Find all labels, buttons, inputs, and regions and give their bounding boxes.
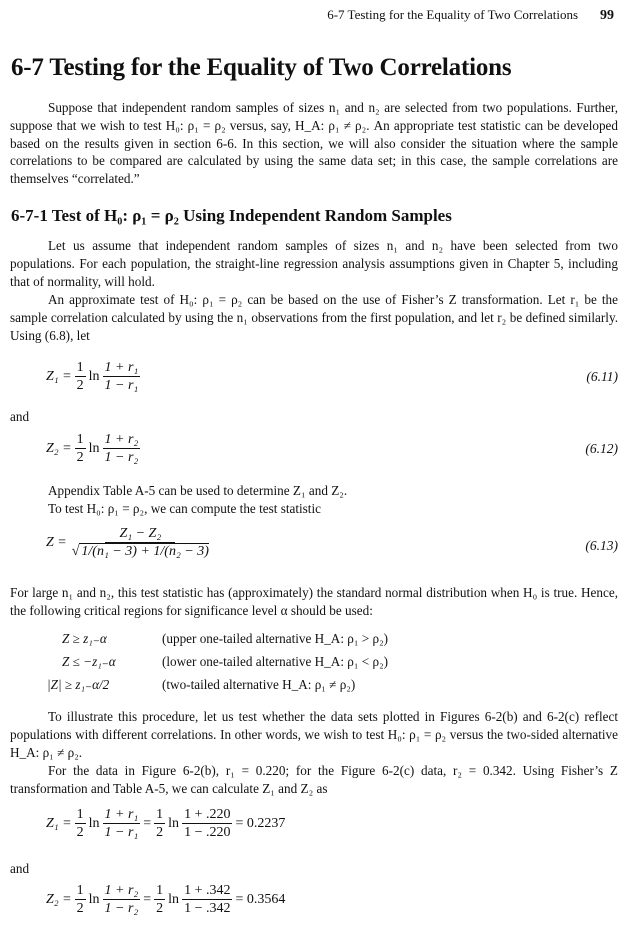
subsection-title: 6-7-1 Test of H₀: ρ₁ = ρ₂ Using Independent Random Samples bbox=[11, 206, 452, 225]
frac-den: 1 − r₂ bbox=[104, 450, 139, 465]
region-inequality: Z ≥ z₁₋α bbox=[62, 631, 107, 646]
sqrt-sign: √ bbox=[71, 544, 80, 559]
intro-paragraph: Suppose that independent random samples of sizes n₁ and n₂ are selected from two populations. Further, suppose that we wish to test H₀: ρ₁ = ρ₂ versus, say, H_A: ρ₁ ≠ ρ₂. An appropriate test statistic can be developed based on the results given in section 6-6. In this section, we will also consider the situation where the sample correlations to be compared are calculated by using the same data set; in this case, the sample correlations are themselves “correlated.” bbox=[10, 100, 618, 187]
region-description: (two-tailed alternative H_A: ρ₁ ≠ ρ₂) bbox=[162, 677, 356, 692]
frac-num: 1 bbox=[76, 432, 84, 447]
equation-6-13 bbox=[46, 526, 214, 559]
ln-operator: ln bbox=[88, 815, 100, 831]
value-fraction bbox=[182, 807, 232, 840]
ln-operator: ln bbox=[88, 440, 100, 456]
equation-number-6-11: (6.11) bbox=[586, 369, 618, 384]
ratio-fraction bbox=[103, 360, 141, 393]
half-fraction bbox=[75, 807, 86, 840]
equation-6-12 bbox=[46, 432, 143, 465]
fisher-paragraph: An approximate test of H₀: ρ₁ = ρ₂ can be based on the use of Fisher’s Z transformation. Let r₁ be the sample correlation calculated by using the n₁ observations from the first population, and let r₂ be defined similarly. Using (6.8), let bbox=[10, 292, 618, 343]
ratio-fraction bbox=[103, 807, 141, 840]
running-title: 6-7 Testing for the Equality of Two Correlations bbox=[327, 7, 578, 22]
sqrt-radicand: 1/(n₁ − 3) + 1/(n₂ − 3) bbox=[81, 544, 209, 559]
z1-result: = 0.2237 bbox=[235, 815, 286, 831]
half-fraction bbox=[75, 883, 86, 916]
frac-num: 1 + r₁ bbox=[104, 360, 139, 375]
equals-sign: = bbox=[143, 891, 152, 907]
frac-num: 1 bbox=[76, 360, 84, 375]
critical-region-upper bbox=[62, 631, 388, 647]
eq-lhs: Z = bbox=[46, 534, 67, 550]
appendix-line: Appendix Table A-5 can be used to determine Z₁ and Z₂. bbox=[48, 483, 348, 498]
ratio-fraction bbox=[103, 432, 141, 465]
frac-den: 1 − r₁ bbox=[104, 378, 139, 393]
frac-num: 1 bbox=[156, 807, 164, 822]
test-line: To test H₀: ρ₁ = ρ₂, we can compute the test statistic bbox=[48, 501, 321, 516]
region-inequality: Z ≤ −z₁₋α bbox=[62, 654, 116, 669]
section-title: 6-7 Testing for the Equality of Two Correlations bbox=[11, 54, 512, 81]
half-fraction bbox=[75, 360, 86, 393]
frac-den: 1 − .220 bbox=[184, 825, 231, 840]
figure-data-paragraph: For the data in Figure 6-2(b), r₁ = 0.220; for the Figure 6-2(c) data, r₂ = 0.342. Using Fisher’s Z transformation and Table A-5, we can calculate Z₁ and Z₂ as bbox=[10, 763, 618, 796]
large-sample-paragraph: For large n₁ and n₂, this test statistic has (approximately) the standard normal distribution when H₀ is true. Hence, the following critical regions for significance level α should be used: bbox=[10, 585, 618, 618]
frac-num: 1 bbox=[156, 883, 164, 898]
and-connector-1: and bbox=[10, 409, 30, 424]
region-description: (upper one-tailed alternative H_A: ρ₁ > ρ₂) bbox=[162, 631, 389, 646]
value-fraction bbox=[182, 883, 232, 916]
region-description: (lower one-tailed alternative H_A: ρ₁ < ρ₂) bbox=[162, 654, 389, 669]
frac-den: 1 − r₁ bbox=[104, 825, 139, 840]
equation-number-6-13: (6.13) bbox=[585, 538, 618, 553]
eq-lhs: Z₂ = bbox=[46, 891, 72, 907]
frac-den: 2 bbox=[156, 901, 164, 916]
frac-den: 1 − r₂ bbox=[104, 901, 139, 916]
frac-num: 1 + r₁ bbox=[104, 807, 139, 822]
frac-den: 2 bbox=[76, 378, 84, 393]
critical-region-lower bbox=[62, 654, 388, 670]
equals-sign: = bbox=[143, 815, 152, 831]
ln-operator: ln bbox=[168, 891, 180, 907]
equation-number-6-12: (6.12) bbox=[585, 441, 618, 456]
ln-operator: ln bbox=[88, 368, 100, 384]
frac-den: 1 − .342 bbox=[184, 901, 231, 916]
half-fraction bbox=[154, 807, 165, 840]
frac-den: 2 bbox=[156, 825, 164, 840]
illustration-paragraph: To illustrate this procedure, let us test whether the data sets plotted in Figures 6-2(b) and 6-2(c) reflect populations with different correlations. In other words, we wish to test H₀: ρ₁ = ρ₂ versus the two-sided alternative H_A: ρ₁ ≠ ρ₂. bbox=[10, 709, 618, 760]
and-connector-2: and bbox=[10, 861, 30, 876]
eq-lhs: Z₁ = bbox=[46, 815, 72, 831]
page-number: 99 bbox=[600, 8, 614, 23]
frac-den: 2 bbox=[76, 825, 84, 840]
z1-calculation bbox=[46, 807, 285, 840]
frac-num: 1 + r₂ bbox=[104, 432, 139, 447]
frac-num: 1 bbox=[76, 883, 84, 898]
running-header bbox=[0, 7, 614, 24]
ratio-fraction bbox=[103, 883, 141, 916]
eq-lhs: Z₂ = bbox=[46, 440, 72, 456]
frac-num: Z₁ − Z₂ bbox=[105, 526, 175, 543]
test-statistic-fraction bbox=[70, 526, 211, 559]
frac-den: 2 bbox=[76, 450, 84, 465]
equation-6-11 bbox=[46, 360, 143, 393]
frac-num: 1 + .220 bbox=[184, 807, 231, 822]
assumption-paragraph: Let us assume that independent random samples of sizes n₁ and n₂ have been selected from two populations. For each population, the straight-line regression analysis assumptions given in Chapter 5, including that of normality, will hold. bbox=[10, 238, 618, 289]
eq-lhs: Z₁ = bbox=[46, 368, 72, 384]
half-fraction bbox=[154, 883, 165, 916]
critical-region-two-tailed bbox=[47, 677, 355, 693]
frac-num: 1 + r₂ bbox=[104, 883, 139, 898]
half-fraction bbox=[75, 432, 86, 465]
frac-den bbox=[70, 543, 211, 559]
ln-operator: ln bbox=[88, 891, 100, 907]
frac-den: 2 bbox=[76, 901, 84, 916]
frac-num: 1 + .342 bbox=[184, 883, 231, 898]
region-inequality: |Z| ≥ z₁₋α/2 bbox=[47, 677, 110, 692]
z2-result: = 0.3564 bbox=[235, 891, 286, 907]
ln-operator: ln bbox=[168, 815, 180, 831]
frac-num: 1 bbox=[76, 807, 84, 822]
z2-calculation bbox=[46, 883, 285, 916]
